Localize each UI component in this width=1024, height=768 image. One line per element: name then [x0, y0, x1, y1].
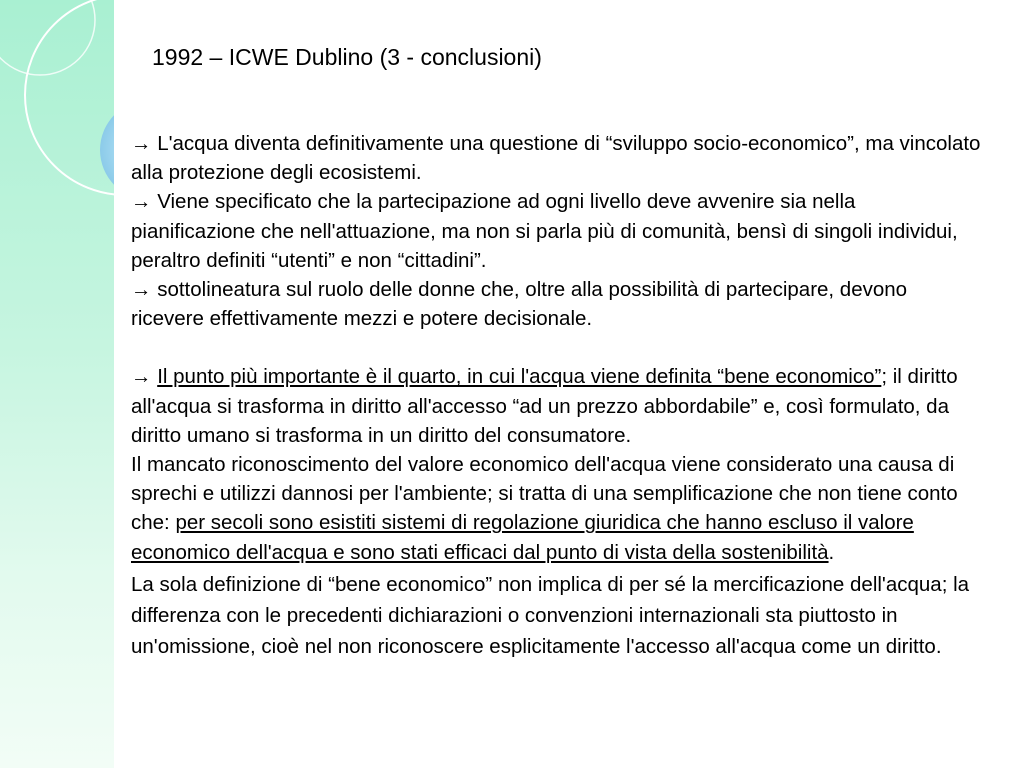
- white-arc-shape: [0, 0, 95, 75]
- paragraph-6-text: La sola definizione di “bene economico” non implica di per sé la mercificazione dell'acqua; la differenza con le precedenti dichiarazioni o convenzioni internazionali sta piuttosto in un'omissione, cioè nel non riconoscere esplicitamente l'accesso all'acqua come un diritto.: [131, 572, 970, 658]
- arrow-marker: →: [131, 190, 158, 214]
- blue-circle-shape: [100, 100, 114, 200]
- arrow-marker: →: [131, 365, 158, 389]
- paragraph-1-text: L'acqua diventa definitivamente una questione di “sviluppo socio-economico”, ma vincolato alla protezione degli ecosistemi.: [131, 132, 981, 185]
- paragraph-2-text: Viene specificato che la partecipazione ad ogni livello deve avvenire sia nella pianificazione che nell'attuazione, ma non si parla più di comunità, bensì di singoli individui, peraltro definiti “utenti” e non “cittadini”.: [131, 190, 958, 272]
- decorative-circles-graphic: [0, 0, 114, 260]
- white-ring-shape: [25, 0, 114, 195]
- arrow-marker: →: [131, 132, 158, 155]
- paragraph-5: [131, 450, 981, 567]
- paragraph-5-end: .: [828, 540, 835, 564]
- paragraph-5-text: Il mancato riconoscimento del valore economico dell'acqua viene considerato una causa di sprechi e utilizzi dannosi per l'ambiente; si tratta di una semplificazione che non tiene conto che:: [131, 453, 958, 535]
- paragraph-4-underlined-text: Il punto più importante è il quarto, in cui l'acqua viene definita “bene economico”: [157, 365, 882, 389]
- paragraph-6: [131, 569, 981, 662]
- paragraph-spacer: [131, 333, 981, 362]
- paragraph-2: [131, 187, 981, 275]
- paragraph-1: [131, 129, 981, 187]
- slide-title: 1992 – ICWE Dublino (3 - conclusioni): [152, 44, 542, 70]
- arrow-marker: →: [131, 278, 158, 302]
- paragraph-5-underlined-text: per secoli sono esistiti sistemi di regolazione giuridica che hanno escluso il valore economico dell'acqua e sono stati efficaci dal punto di vista della sostenibilità: [131, 511, 914, 564]
- paragraph-4: [131, 362, 981, 450]
- paragraph-4-text: ; il diritto all'acqua si trasforma in diritto all'accesso “ad un prezzo abbordabile” e, così formulato, da diritto umano si trasforma in un diritto del consumatore.: [131, 365, 958, 447]
- paragraph-3-text: sottolineatura sul ruolo delle donne che, oltre alla possibilità di partecipare, devono ricevere effettivamente mezzi e potere decisionale.: [131, 278, 908, 331]
- paragraph-3: [131, 275, 981, 333]
- slide-body: [131, 129, 981, 662]
